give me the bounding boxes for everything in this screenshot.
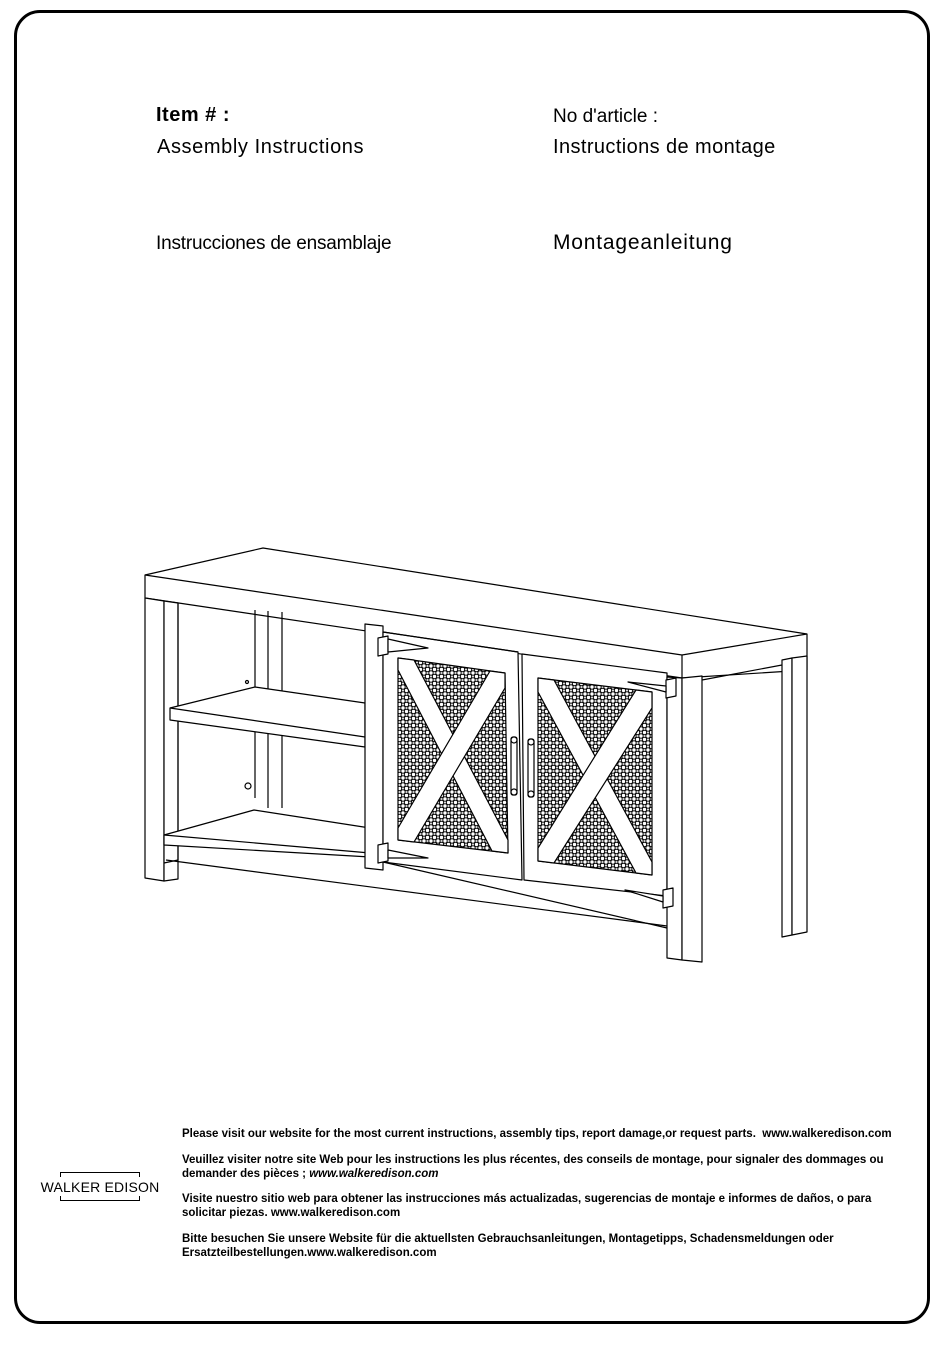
footer-text-fr: Veuillez visiter notre site Web pour les instructions les plus récentes, des conseils de montage, pour signaler des dommages ou demander des pièces ;: [182, 1154, 884, 1180]
logo-wordmark: WALKER EDISON: [40, 1179, 160, 1195]
assembly-instructions-en: Assembly Instructions: [157, 136, 365, 158]
footer-note-de: [182, 1232, 910, 1260]
walker-edison-logo: [38, 1170, 162, 1204]
item-number-label-fr: No d'article :: [553, 106, 659, 127]
footer-url-en[interactable]: www.walkeredison.com: [762, 1128, 892, 1140]
logo-bottom-tick-left: [60, 1196, 61, 1201]
footer-url-de[interactable]: www.walkeredison.com: [307, 1247, 437, 1259]
assembly-instructions-de: Montageanleitung: [553, 231, 733, 254]
footer-text-en: Please visit our website for the most current instructions, assembly tips, report damage,or request parts.: [182, 1128, 756, 1140]
logo-top-tick-left: [60, 1172, 61, 1177]
footer-url-es[interactable]: www.walkeredison.com: [270, 1207, 401, 1219]
assembly-instructions-fr: Instructions de montage: [553, 136, 776, 158]
footer-note-fr: [182, 1153, 910, 1181]
footer-text-es: Visite nuestro sitio web para obtener las instrucciones más actualizadas, sugerencias de montaje e informes de daños, o para solicitar piezas.: [182, 1193, 872, 1219]
tv-stand-illustration: [130, 540, 820, 970]
assembly-instructions-es: Instrucciones de ensamblaje: [156, 233, 392, 254]
footer-note-en: [182, 1127, 910, 1141]
logo-bottom-rule: [60, 1200, 140, 1201]
footer-url-fr[interactable]: www.walkeredison.com: [309, 1168, 439, 1180]
footer-note-es: [182, 1192, 910, 1220]
logo-bottom-tick-right: [139, 1196, 140, 1201]
footer-text-de: Bitte besuchen Sie unsere Website für die aktuellsten Gebrauchsanleitungen, Montagetipps, Schadensmeldungen oder Ersatzteilbestellungen.: [182, 1233, 834, 1259]
logo-top-rule: [60, 1172, 140, 1173]
item-number-label: Item # :: [156, 104, 231, 126]
logo-top-tick-right: [139, 1172, 140, 1177]
